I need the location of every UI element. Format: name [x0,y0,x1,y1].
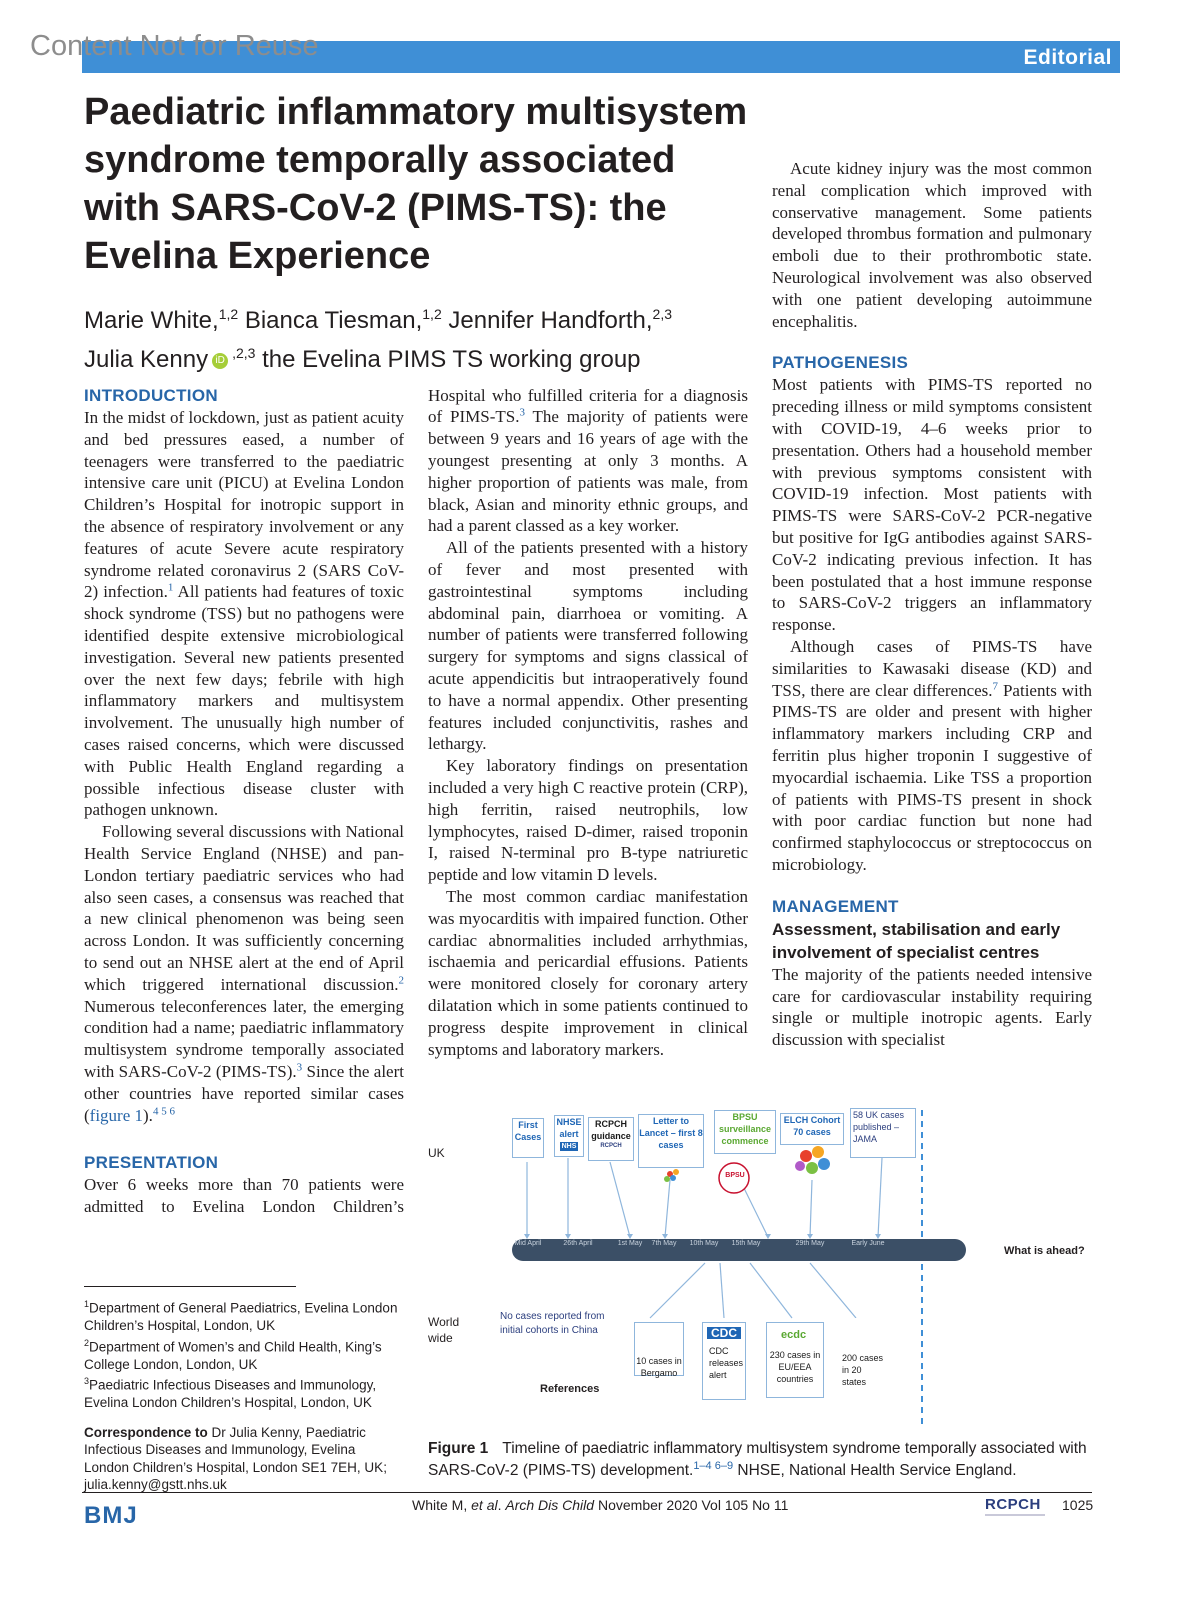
footnotes [84,1296,404,1494]
figure-1-link[interactable]: figure 1 [89,1105,144,1125]
paragraph: Hospital who fulfilled criteria for a diagnosis of PIMS-TS.$^3$ The majority of patients were between 9 years and 16 years of age with the youngest presenting at only 3 months. A higher proportion of patients was male, from black, Asian and minority ethnic groups, and had a parent classed as a key worker. [428,385,748,536]
affiliation-ref: ,2,3 [232,345,256,361]
management-body [772,964,1092,1051]
affiliation-ref: 1,2 [422,306,442,322]
paragraph: In the midst of lockdown, just as patient acuity and bed pressures eased, a number of teenagers were transferred to the paediatric intensive care unit (PICU) at Evelina London Children’s Hospital for inotropic support in the absence of respiratory involvement or any features of acute Severe acute respiratory syndrome related coronavirus 2 (SARS CoV-2) infection.$^1$ All patients had features of toxic shock syndrome (TSS) but no pathogens were identified despite extensive microbiological investigation. Several new patients presented over the next few days; febrile with high inflammatory markers and multisystem involvement. The unusually high number of cases raised concerns, which were discussed with Public Health England regarding a possible infectious disease cluster with pathogen unknown. [84,408,404,820]
nhs-logo-icon: NHS [561,1143,577,1150]
caption-citation-link[interactable]: 1–4 6–9 [693,1459,734,1472]
management-heading: MANAGEMENT [772,896,899,916]
author-3[interactable]: Jennifer Handforth, [441,307,653,334]
presentation-heading: PRESENTATION [84,1153,219,1173]
presentation-body-start [84,1174,404,1218]
paragraph: Most patients with PIMS-TS reported no preceding illness or mild symptoms consistent with COVID-19, 4–6 weeks prior to presentation. Others had a household member with previous symptoms consistent with COVID-19 infection. Most patients with PIMS-TS were SARS-CoV-2 PCR-negative but positive for IgG antibodies against SARS-CoV-2 indicating previous infection. It has been postulated that a host immune response to SARS-CoV-2 triggers an inflammatory response. [772,375,1092,635]
figure-1-caption: Figure 1 Timeline of paediatric inflammatory multisystem syndrome temporally associated with SARS-CoV-2 (PIMS-TS) development.$^{1-4 6-9}$ NHSE, National Health Service England. [428,1440,1087,1479]
affiliation-3: $^3$Paediatric Infectious Diseases and Immunology, Evelina London Children’s Hospital, London, UK [84,1376,377,1410]
event-elch-cohort[interactable]: ELCH Cohort 70 cases [780,1113,844,1145]
presentation-body-last [772,158,1092,332]
references-label: References [540,1383,600,1395]
correspondence: Correspondence to Dr Julia Kenny, Paediatric Infectious Diseases and Immunology, Evelina London Children’s Hospital, London SE1 7EH, UK; julia.kenny@gstt.nhs.uk [84,1424,387,1492]
orcid-icon[interactable]: iD [212,353,228,369]
section-label: Editorial [1023,46,1112,69]
author-group: the Evelina PIMS TS working group [255,346,641,373]
world-connectors [650,1263,856,1318]
timeline-date-label: 7th May [651,1240,677,1247]
pathogenesis-body [772,374,1092,875]
author-1[interactable]: Marie White, [84,307,219,334]
bmj-logo: BMJ [84,1502,138,1529]
rcpch-logo-underline [985,1514,1045,1526]
event-usa-cases[interactable]: 200 cases in 20 states [834,1318,886,1408]
event-lancet-letter[interactable]: Letter to Lancet – first 8 cases [638,1114,704,1168]
journal-citation: White M, et al. Arch Dis Child November 2020 Vol 105 No 11 [412,1497,789,1513]
author-2[interactable]: Bianca Tiesman, [238,307,423,334]
bpsu-logo-text: BPSU [725,1172,745,1179]
uk-label: UK [428,1146,445,1160]
ecdc-logo-icon: ecdc [781,1329,807,1341]
timeline-date-label: 10th May [689,1240,719,1247]
event-cdc-alert[interactable]: CDC CDC releases alert [702,1322,746,1400]
lancet-flower-icon [664,1169,679,1182]
citation-link[interactable]: 3 [519,406,525,419]
footer-divider [82,1492,1092,1493]
paragraph: Over 6 weeks more than 70 patients were admitted to Evelina London Children’s [84,1175,404,1217]
citation-link[interactable]: 1 [167,581,174,594]
pathogenesis-heading: PATHOGENESIS [772,353,909,373]
paragraph: All of the patients presented with a history of fever and most presented with gastrointestinal symptoms including abdominal pain, diarrhoea or vomiting. A number of patients were transferred following surgery for symptoms and signs classical of acute appendicitis but intraoperatively found to have a normal appendix. Other presenting features included conjunctivitis, rashes and lethargy. [428,538,748,754]
cdc-logo-icon: CDC [707,1327,741,1339]
uk-connectors [527,1158,882,1237]
timeline-date-label: 26th April [563,1240,593,1247]
paragraph: The most common cardiac manifestation was myocarditis with impaired function. Other cardiac abnormalities included arrhythmias, ischaemia and pericardial effusions. Patients were monitored closely for coronary artery dilatation which in some patients continued to progress despite improvement in clinical symptoms and laboratory markers. [428,886,748,1059]
article-title: Paediatric inflammatory multisystem syndrome temporally associated with SARS-CoV-2 (PIMS-TS): the Evelina Experience [84,91,748,277]
presentation-body-continued [428,385,748,1065]
paragraph: Although cases of PIMS-TS have similarities to Kawasaki disease (KD) and TSS, there are clear differences.$^7$ Patients with PIMS-TS are older and present with higher inflammatory markers including CRP and ferritin plus higher troponin I suggestive of myocardial ischaemia. Like TSS a proportion of patients with PIMS-TS present in shock with poor cardiac function but none had confirmed staphylococcus or streptococcus on microbiology. [772,636,1092,874]
timeline-date-label: 1st May [617,1240,643,1247]
what-is-ahead-label: What is ahead? [1004,1245,1085,1257]
citation-link[interactable]: 4 5 6 [152,1104,175,1117]
paragraph: Acute kidney injury was the most common renal complication which improved with conservative management. Some patients developed thrombus formation and pulmonary emboli due to their prothrombotic state. Neurological involvement was also observed with one patient developing autoimmune encephalitis. [772,159,1092,331]
watermark: Content Not for Reuse [30,30,319,62]
page-number: 1025 [1062,1497,1094,1513]
elch-logo-icon [795,1146,830,1174]
figure-1-timeline [420,1100,1100,1440]
worldwide-label: World wide [428,1315,460,1345]
footnote-divider [84,1286,296,1287]
event-bergamo[interactable]: 10 cases in Bergamo [634,1322,684,1376]
paragraph: Key laboratory findings on presentation included a very high C reactive protein (CRP), high ferritin, raised neutrophils, low lymphocytes, raised D-dimer, raised troponin I, raised N-terminal pro B-type natriuretic peptide and low vitamin D levels. [428,756,748,885]
management-subheading: Assessment, stabilisation and early involvement of specialist centres [772,919,1061,962]
timeline-date-label: Mid April [514,1240,542,1247]
column-1 [84,385,404,1218]
introduction-body [84,407,404,1126]
citation-link[interactable]: 7 [992,679,999,692]
event-jama-publication[interactable]: 58 UK cases published – JAMA [850,1108,916,1158]
event-rcpch-guidance[interactable]: RCPCH guidance RCPCH [588,1117,634,1161]
column-2 [428,385,748,1065]
timeline-date-label: 29th May [795,1240,825,1247]
affiliation-ref: 1,2 [218,306,239,322]
rcpch-small-logo-icon: RCPCH [600,1143,622,1149]
paragraph: The majority of the patients needed intensive care for cardiovascular instability requiring single or multiple inotropic agents. Early discussion with specialist [772,964,1092,1050]
introduction-heading: INTRODUCTION [84,386,218,405]
affiliation-1: $^1$Department of General Paediatrics, Evelina London Children’s Hospital, London, UK [84,1299,398,1333]
timeline-date-label: 15th May [731,1240,761,1247]
affiliation-ref: 2,3 [652,306,672,322]
author-4[interactable]: Julia Kenny [84,346,209,373]
citation-link[interactable]: 2 [398,974,404,987]
paragraph: Following several discussions with National Health Service England (NHSE) and pan-London tertiary paediatric services who had also seen cases, a consensus was reached that a new clinical phenomenon was being seen across London. It was sufficiently concerning to send out an NHSE alert at the end of April which triggered international discussion.$^2$ Numerous teleconferences later, the emerging condition had a name; paediatric inflammatory multisystem syndrome temporally associated with SARS-CoV-2 (PIMS-TS).$^3$ Since the alert other countries have reported similar cases (figure 1).$^{4 5 6}$ [84,822,404,1125]
timeline-date-label: Early June [851,1240,885,1247]
presentation-body-end [772,92,1092,158]
event-ecdc-cases[interactable]: ecdc 230 cases in EU/EEA countries [766,1322,824,1398]
no-cases-china-note: No cases reported from initial cohorts in China [500,1311,605,1336]
affiliation-2: $^2$Department of Women’s and Child Health, King’s College London, London, UK [84,1337,382,1372]
event-first-cases[interactable]: First Cases [512,1118,544,1158]
rcpch-logo: RCPCH [985,1496,1041,1513]
column-3 [772,92,1092,1051]
event-bpsu-surveillance[interactable]: BPSU surveillance commence [714,1110,776,1154]
event-nhse-alert[interactable]: NHSE alert NHS [554,1115,584,1157]
author-list [84,298,764,376]
citation-link[interactable]: 3 [296,1061,303,1074]
